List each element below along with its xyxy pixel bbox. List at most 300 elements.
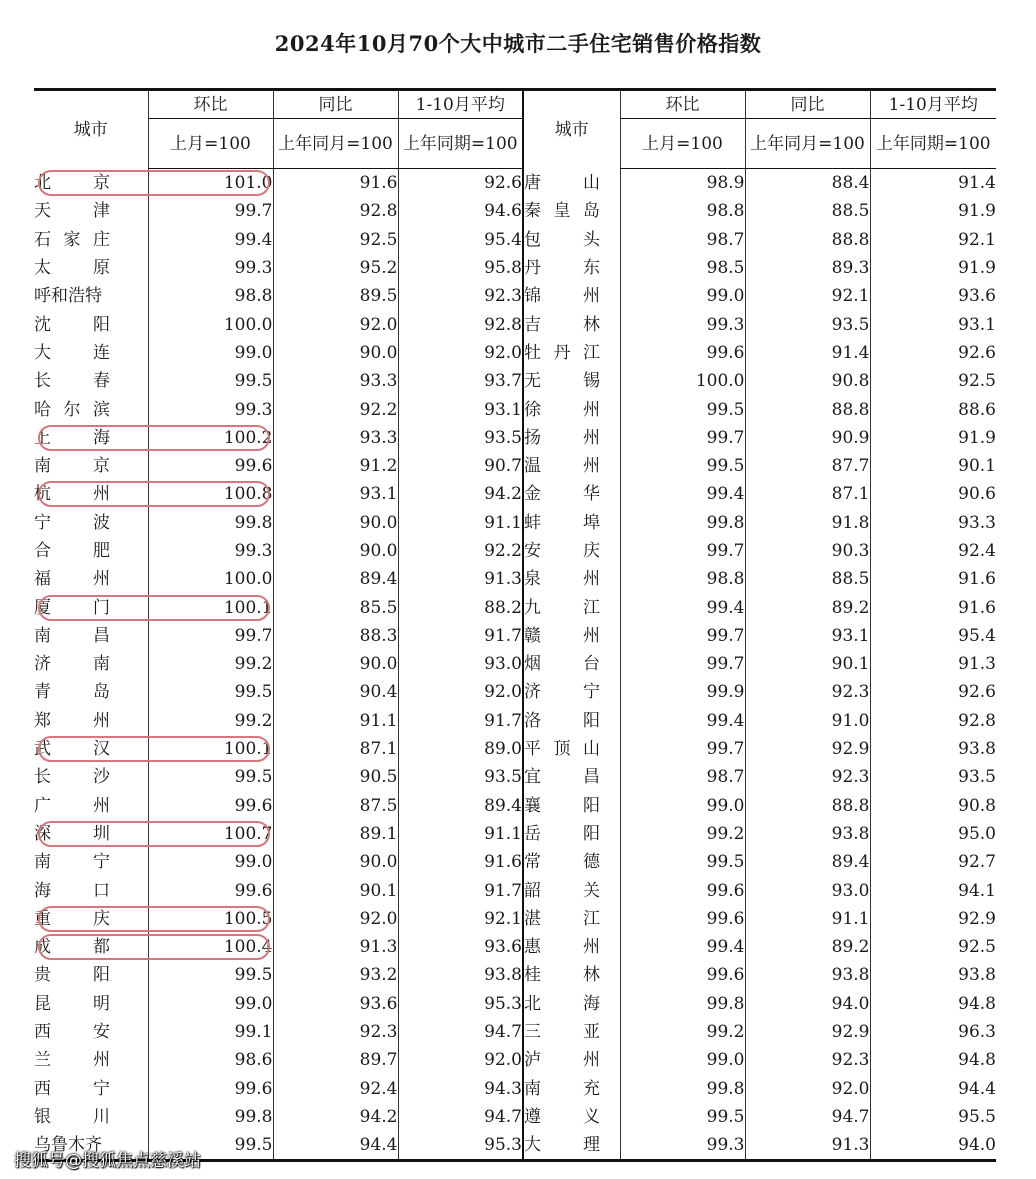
yoy-value-left: 92.4 [273,1075,398,1103]
yoy-value-right: 92.3 [745,1046,870,1074]
table-row [34,1103,996,1131]
header-mom-base-left: 上月=100 [148,119,273,169]
yoy-value-left: 93.3 [273,367,398,395]
yoy-value-left: 89.7 [273,1046,398,1074]
avg-value-right: 93.1 [870,310,996,338]
city-right [523,707,620,735]
yoy-value-right: 89.4 [745,848,870,876]
yoy-value-right: 91.8 [745,509,870,537]
city-name: 沈 阳 [34,314,110,335]
yoy-value-right: 92.0 [745,1075,870,1103]
avg-value-left: 89.4 [398,792,523,820]
city-name: 天 津 [34,201,110,222]
watermark: 搜狐号@搜狐焦点慈溪站 [14,1151,201,1171]
city-name: 温 州 [524,456,600,477]
avg-value-left: 91.7 [398,622,523,650]
yoy-value-left: 90.5 [273,763,398,791]
avg-value-left: 92.2 [398,537,523,565]
city-right [523,622,620,650]
mom-value-left: 100.5 [148,905,273,933]
city-name: 蚌 埠 [524,512,600,533]
mom-value-right: 98.5 [620,254,745,282]
city-name: 南 京 [34,456,110,477]
city-left [34,622,148,650]
mom-value-right: 99.2 [620,1018,745,1046]
mom-value-left: 99.6 [148,792,273,820]
avg-value-left: 92.0 [398,1046,523,1074]
city-right [523,1103,620,1131]
city-left [34,961,148,989]
mom-value-right: 98.8 [620,197,745,225]
avg-value-right: 91.9 [870,254,996,282]
city-left [34,452,148,480]
yoy-value-right: 88.8 [745,792,870,820]
city-name: 重 庆 [34,908,110,929]
city-right [523,254,620,282]
city-name: 西 安 [34,1022,110,1043]
avg-value-right: 94.8 [870,1046,996,1074]
city-name: 海 口 [34,880,110,901]
avg-value-left: 95.4 [398,226,523,254]
avg-value-right: 91.9 [870,197,996,225]
yoy-value-right: 87.7 [745,452,870,480]
city-name: 广 州 [34,795,110,816]
highlight-oval [38,425,270,451]
table-row [34,1075,996,1103]
yoy-value-left: 94.4 [273,1131,398,1161]
city-right [523,990,620,1018]
avg-value-right: 91.6 [870,593,996,621]
mom-value-right: 99.6 [620,876,745,904]
city-left [34,310,148,338]
city-name: 深 圳 [34,823,110,844]
city-name: 兰 州 [34,1050,110,1071]
header-avg-right: 1-10月平均 [870,90,996,119]
mom-value-right: 99.7 [620,424,745,452]
city-right [523,792,620,820]
mom-value-left: 99.3 [148,537,273,565]
mom-value-left: 100.0 [148,310,273,338]
table-row [34,367,996,395]
mom-value-right: 99.4 [620,593,745,621]
table-row [34,254,996,282]
mom-value-right: 99.5 [620,452,745,480]
avg-value-left: 94.3 [398,1075,523,1103]
city-left [34,254,148,282]
city-left [34,339,148,367]
avg-value-left: 92.3 [398,282,523,310]
avg-value-left: 95.3 [398,990,523,1018]
city-left [34,678,148,706]
city-name: 呼 和 浩 特 [34,286,102,307]
yoy-value-right: 88.5 [745,565,870,593]
yoy-value-left: 90.4 [273,678,398,706]
avg-value-right: 92.8 [870,707,996,735]
avg-value-left: 92.8 [398,310,523,338]
page-title: 2024年10月70个大中城市二手住宅销售价格指数 [274,31,762,56]
city-right [523,961,620,989]
city-name: 北 海 [524,993,600,1014]
city-name: 金 华 [524,484,600,505]
yoy-value-left: 91.6 [273,169,398,198]
yoy-value-left: 90.1 [273,876,398,904]
yoy-value-right: 93.8 [745,820,870,848]
mom-value-right: 99.7 [620,650,745,678]
avg-value-right: 90.8 [870,792,996,820]
city-right [523,678,620,706]
table-row [34,197,996,225]
avg-value-left: 93.5 [398,763,523,791]
city-name: 哈 尔 滨 [34,399,110,420]
city-left [34,197,148,225]
city-left [34,990,148,1018]
mom-value-right: 99.2 [620,820,745,848]
city-name: 大 连 [34,342,110,363]
mom-value-right: 99.7 [620,735,745,763]
mom-value-right: 99.8 [620,509,745,537]
city-name: 济 南 [34,654,110,675]
city-left [34,763,148,791]
mom-value-right: 99.4 [620,933,745,961]
header-yoy-right: 同比 [745,90,870,119]
city-name: 成 都 [34,937,110,958]
avg-value-right: 93.3 [870,509,996,537]
yoy-value-left: 92.3 [273,1018,398,1046]
header-city-left: 城市 [34,90,148,169]
city-name: 上 海 [34,427,110,448]
yoy-value-right: 92.9 [745,1018,870,1046]
yoy-value-left: 91.2 [273,452,398,480]
mom-value-right: 99.5 [620,395,745,423]
yoy-value-left: 91.1 [273,707,398,735]
avg-value-left: 93.1 [398,395,523,423]
avg-value-right: 92.5 [870,933,996,961]
yoy-value-left: 93.3 [273,424,398,452]
avg-value-left: 91.3 [398,565,523,593]
mom-value-right: 99.0 [620,792,745,820]
mom-value-left: 99.2 [148,707,273,735]
yoy-value-right: 89.2 [745,593,870,621]
mom-value-right: 99.8 [620,1075,745,1103]
yoy-value-right: 92.9 [745,735,870,763]
city-name: 丹 东 [524,258,600,279]
city-name: 赣 州 [524,625,600,646]
avg-value-right: 92.6 [870,339,996,367]
city-left [34,707,148,735]
table-row [34,1046,996,1074]
city-name: 烟 台 [524,654,600,675]
city-right [523,395,620,423]
avg-value-left: 95.3 [398,1131,523,1161]
mom-value-left: 99.0 [148,848,273,876]
table-row [34,622,996,650]
city-name: 北 京 [34,172,110,193]
mom-value-right: 99.5 [620,848,745,876]
yoy-value-left: 90.0 [273,650,398,678]
mom-value-right: 99.6 [620,905,745,933]
city-right [523,509,620,537]
avg-value-left: 94.2 [398,480,523,508]
mom-value-left: 100.1 [148,735,273,763]
table-row [34,990,996,1018]
city-name: 锦 州 [524,286,600,307]
city-name: 贵 阳 [34,965,110,986]
avg-value-right: 92.9 [870,905,996,933]
header-avg-base-right: 上年同期=100 [870,119,996,169]
city-name: 乌 鲁 木 齐 [34,1135,102,1156]
mom-value-left: 99.3 [148,395,273,423]
mom-value-right: 99.4 [620,707,745,735]
mom-value-left: 99.8 [148,509,273,537]
highlight-oval [38,595,270,621]
city-left [34,848,148,876]
yoy-value-left: 87.5 [273,792,398,820]
yoy-value-right: 90.1 [745,650,870,678]
avg-value-left: 93.5 [398,424,523,452]
mom-value-left: 99.8 [148,1103,273,1131]
mom-value-right: 99.0 [620,282,745,310]
city-name: 西 宁 [34,1078,110,1099]
avg-value-right: 93.8 [870,961,996,989]
avg-value-right: 92.5 [870,367,996,395]
yoy-value-left: 88.3 [273,622,398,650]
yoy-value-right: 92.3 [745,678,870,706]
highlight-oval [38,736,270,762]
mom-value-left: 101.0 [148,169,273,198]
header-mom-base-right: 上月=100 [620,119,745,169]
yoy-value-left: 93.1 [273,480,398,508]
city-left [34,1018,148,1046]
mom-value-right: 100.0 [620,367,745,395]
mom-value-right: 99.8 [620,990,745,1018]
city-right [523,650,620,678]
avg-value-left: 88.2 [398,593,523,621]
avg-value-right: 96.3 [870,1018,996,1046]
highlight-oval [38,170,270,196]
avg-value-left: 91.1 [398,509,523,537]
yoy-value-right: 89.3 [745,254,870,282]
city-right [523,169,620,198]
city-name: 长 春 [34,371,110,392]
header-yoy-left: 同比 [273,90,398,119]
avg-value-right: 92.7 [870,848,996,876]
mom-value-right: 99.4 [620,480,745,508]
city-right [523,367,620,395]
city-left [34,565,148,593]
city-name: 合 肥 [34,541,110,561]
yoy-value-right: 90.9 [745,424,870,452]
yoy-value-right: 89.2 [745,933,870,961]
city-name: 南 宁 [34,852,110,873]
yoy-value-left: 92.0 [273,905,398,933]
city-name: 吉 林 [524,314,600,335]
mom-value-left: 98.6 [148,1046,273,1074]
city-left [34,282,148,310]
city-right [523,905,620,933]
city-name: 宁 波 [34,512,110,533]
table-row [34,848,996,876]
avg-value-left: 93.7 [398,367,523,395]
mom-value-left: 99.5 [148,678,273,706]
city-right [523,452,620,480]
city-left [34,1046,148,1074]
city-name: 长 沙 [34,767,110,788]
mom-value-left: 99.6 [148,876,273,904]
avg-value-right: 91.9 [870,424,996,452]
avg-value-right: 92.6 [870,678,996,706]
table-row [34,707,996,735]
yoy-value-left: 92.0 [273,310,398,338]
highlight-oval [38,821,270,847]
header-avg-left: 1-10月平均 [398,90,523,119]
mom-value-left: 100.7 [148,820,273,848]
city-right [523,933,620,961]
yoy-value-right: 93.1 [745,622,870,650]
city-right [523,310,620,338]
mom-value-left: 99.3 [148,254,273,282]
yoy-value-left: 90.0 [273,848,398,876]
city-right [523,1018,620,1046]
city-name: 包 头 [524,229,600,250]
avg-value-left: 91.6 [398,848,523,876]
table-row [34,961,996,989]
mom-value-right: 99.9 [620,678,745,706]
avg-value-right: 90.1 [870,452,996,480]
city-right [523,1075,620,1103]
city-name: 武 汉 [34,739,110,760]
city-name: 青 岛 [34,682,110,703]
yoy-value-right: 93.5 [745,310,870,338]
city-name: 昆 明 [34,993,110,1014]
city-left [34,876,148,904]
city-name: 南 充 [524,1078,600,1099]
city-right [523,593,620,621]
city-right [523,282,620,310]
yoy-value-right: 91.4 [745,339,870,367]
city-name: 襄 阳 [524,795,600,816]
table-row [34,509,996,537]
city-left [34,367,148,395]
city-right [523,537,620,565]
city-name: 唐 山 [524,172,600,193]
avg-value-right: 91.6 [870,565,996,593]
yoy-value-right: 88.5 [745,197,870,225]
city-name: 银 川 [34,1106,110,1127]
yoy-value-right: 90.8 [745,367,870,395]
city-right [523,197,620,225]
mom-value-left: 100.2 [148,424,273,452]
yoy-value-left: 85.5 [273,593,398,621]
city-left [34,1075,148,1103]
mom-value-right: 99.6 [620,339,745,367]
yoy-value-left: 93.6 [273,990,398,1018]
table-row [34,792,996,820]
yoy-value-right: 91.3 [745,1131,870,1161]
city-left [34,537,148,565]
table-row [34,310,996,338]
avg-value-left: 94.7 [398,1103,523,1131]
mom-value-left: 99.5 [148,367,273,395]
city-name: 石 家 庄 [34,229,110,250]
header-city-right: 城市 [523,90,620,169]
yoy-value-right: 93.0 [745,876,870,904]
city-name: 九 江 [524,597,600,618]
avg-value-left: 92.6 [398,169,523,198]
mom-value-left: 99.2 [148,650,273,678]
mom-value-right: 99.6 [620,961,745,989]
avg-value-right: 93.5 [870,763,996,791]
header-mom-right: 环比 [620,90,745,119]
table-row [34,650,996,678]
header-avg-base-left: 上年同期=100 [398,119,523,169]
table-row [34,565,996,593]
city-right [523,1046,620,1074]
city-right [523,424,620,452]
avg-value-right: 94.4 [870,1075,996,1103]
mom-value-right: 98.9 [620,169,745,198]
city-name: 宜 昌 [524,767,600,788]
table-body [34,169,996,1161]
city-name: 秦 皇 岛 [524,201,600,222]
highlight-oval [38,481,270,507]
yoy-value-left: 92.8 [273,197,398,225]
city-name: 湛 江 [524,908,600,929]
avg-value-right: 95.0 [870,820,996,848]
table-row [34,339,996,367]
city-name: 洛 阳 [524,710,600,731]
mom-value-left: 99.1 [148,1018,273,1046]
yoy-value-left: 90.0 [273,509,398,537]
avg-value-right: 91.3 [870,650,996,678]
city-left [34,509,148,537]
mom-value-left: 99.4 [148,226,273,254]
city-left [34,650,148,678]
avg-value-right: 93.8 [870,735,996,763]
avg-value-left: 94.6 [398,197,523,225]
city-name: 平 顶 山 [524,739,600,760]
yoy-value-right: 94.0 [745,990,870,1018]
city-name: 济 宁 [524,682,600,703]
table-row [34,282,996,310]
table-row [34,876,996,904]
yoy-value-right: 88.8 [745,395,870,423]
mom-value-left: 99.7 [148,622,273,650]
yoy-value-right: 94.7 [745,1103,870,1131]
avg-value-left: 91.1 [398,820,523,848]
city-name: 福 州 [34,569,110,590]
avg-value-right: 94.8 [870,990,996,1018]
table-row [34,395,996,423]
city-name: 岳 阳 [524,823,600,844]
mom-value-left: 99.5 [148,1131,273,1161]
avg-value-left: 90.7 [398,452,523,480]
city-left [34,395,148,423]
table-row [34,452,996,480]
mom-value-left: 99.7 [148,197,273,225]
mom-value-left: 100.1 [148,593,273,621]
avg-value-left: 93.0 [398,650,523,678]
avg-value-right: 92.4 [870,537,996,565]
avg-value-right: 92.1 [870,226,996,254]
city-name: 徐 州 [524,399,600,420]
city-name: 南 昌 [34,625,110,646]
city-right [523,735,620,763]
mom-value-right: 99.0 [620,1046,745,1074]
avg-value-right: 90.6 [870,480,996,508]
yoy-value-left: 90.0 [273,339,398,367]
yoy-value-left: 92.5 [273,226,398,254]
city-name: 扬 州 [524,427,600,448]
